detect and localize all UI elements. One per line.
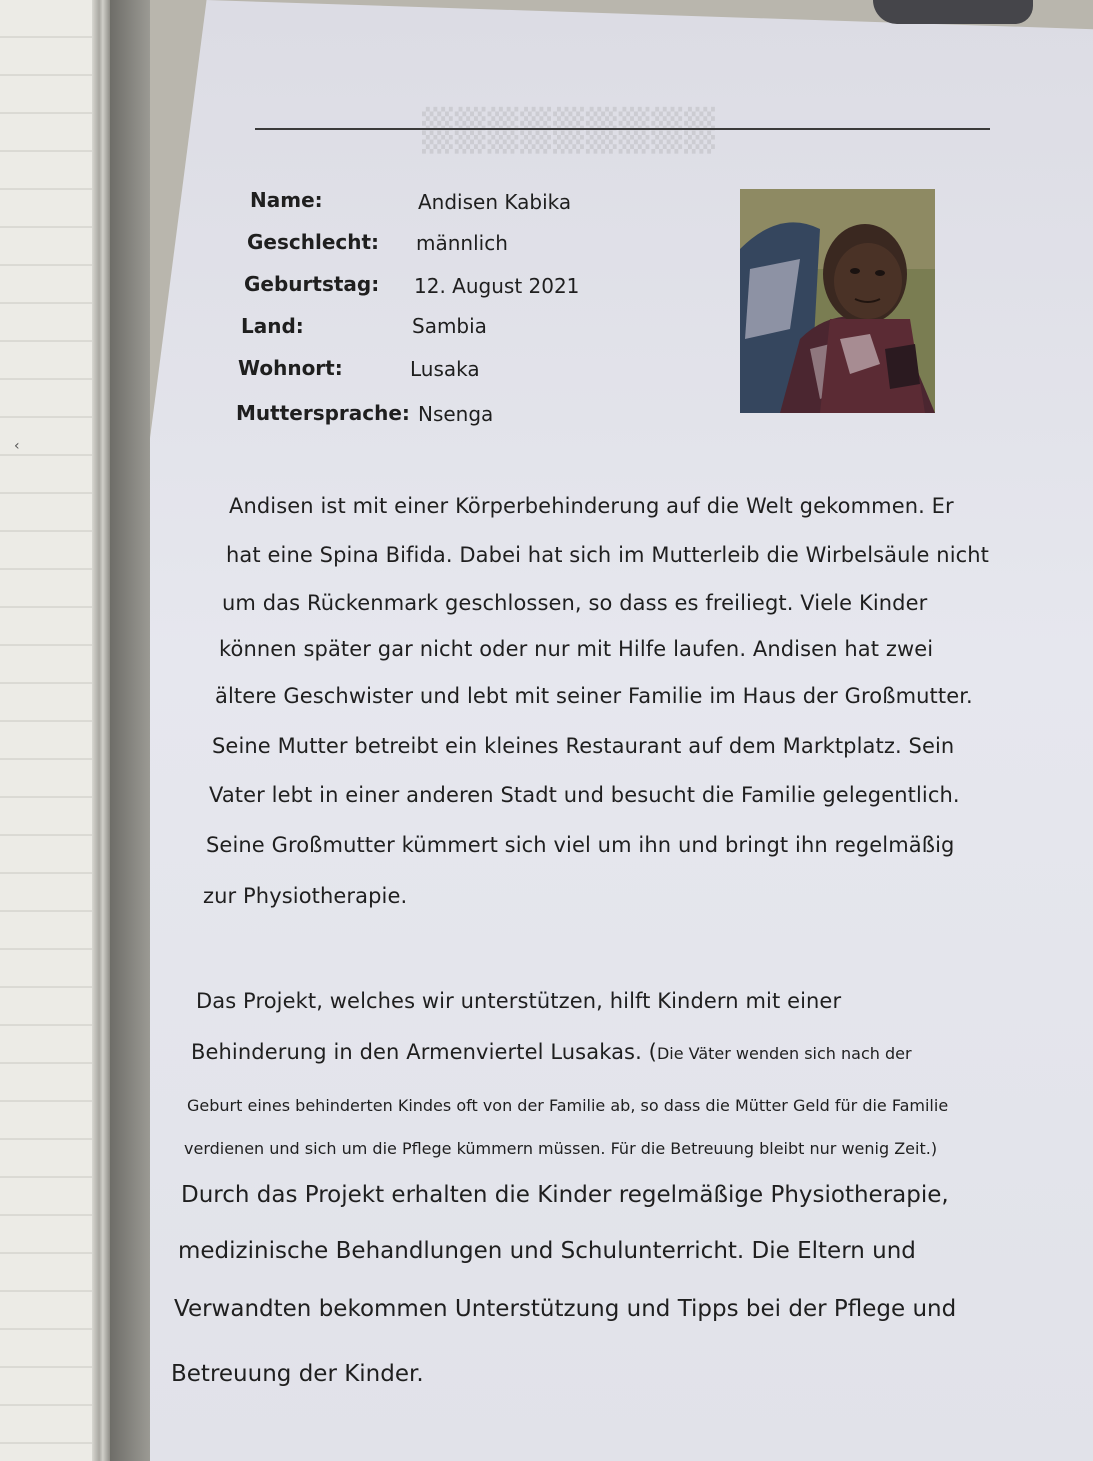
paragraph2-big-line: Durch das Projekt erhalten die Kinder regelmäßige Physiotherapie, [181, 1182, 949, 1208]
top-object [873, 0, 1033, 24]
paragraph1-line: können später gar nicht oder nur mit Hilfe laufen. Andisen hat zwei [219, 637, 934, 661]
header-rule [255, 128, 990, 130]
country-value: Sambia [412, 314, 487, 338]
paragraph1-line: Vater lebt in einer anderen Stadt und besucht die Familie gelegentlich. [209, 783, 960, 807]
paragraph1-line: um das Rückenmark geschlossen, so dass es freiliegt. Viele Kinder [222, 591, 928, 615]
paragraph2-line2-main: Behinderung in den Armenviertel Lusakas. ( [191, 1040, 657, 1064]
notebook-spine [92, 0, 110, 1461]
paragraph1-line: Andisen ist mit einer Körperbehinderung auf die Welt gekommen. Er [229, 494, 954, 518]
language-value: Nsenga [418, 402, 494, 426]
paragraph1-line: ältere Geschwister und lebt mit seiner Familie im Haus der Großmutter. [215, 684, 973, 708]
paragraph2-small-line: verdienen und sich um die Pflege kümmern müssen. Für die Betreuung bleibt nur wenig Zeit.) [184, 1139, 938, 1158]
birthday-value: 12. August 2021 [414, 274, 580, 298]
child-portrait-photo [740, 189, 935, 413]
name-value: Andisen Kabika [418, 190, 572, 214]
paragraph2-line: Das Projekt, welches wir unterstützen, hilft Kindern mit einer [196, 989, 842, 1013]
notebook-mark: ‹ [14, 438, 20, 454]
paragraph1-line: Seine Mutter betreibt ein kleines Restaurant auf dem Marktplatz. Sein [212, 734, 955, 758]
birthday-label: Geburtstag: [244, 272, 380, 296]
gender-value: männlich [416, 231, 508, 255]
residence-value: Lusaka [410, 357, 480, 381]
paragraph1-line: hat eine Spina Bifida. Dabei hat sich im Mutterleib die Wirbelsäule nicht [226, 543, 990, 567]
paragraph2-line2-small: Die Väter wenden sich nach der [656, 1044, 912, 1063]
residence-label: Wohnort: [238, 356, 343, 380]
paragraph2-big-line: Verwandten bekommen Unterstützung und Tipps bei der Pflege und [174, 1296, 957, 1322]
paragraph1-line: Seine Großmutter kümmert sich viel um ihn und bringt ihn regelmäßig [206, 833, 955, 857]
notebook-shadow [110, 0, 150, 1461]
paragraph2-small-line: Geburt eines behinderten Kindes oft von der Familie ab, so dass die Mütter Geld für die Familie [187, 1096, 949, 1115]
show-through-text: ▒▒▒▒▒▒▒▒▒ [420, 108, 715, 154]
paragraph2-big-line: medizinische Behandlungen und Schulunterricht. Die Eltern und [178, 1238, 916, 1264]
paragraph1-line: zur Physiotherapie. [203, 884, 408, 908]
gender-label: Geschlecht: [247, 230, 380, 254]
paragraph2-line [191, 1040, 912, 1064]
paragraph2-big-line: Betreuung der Kinder. [171, 1361, 424, 1387]
name-label: Name: [250, 188, 323, 212]
country-label: Land: [241, 314, 304, 338]
language-label: Muttersprache: [236, 401, 410, 425]
